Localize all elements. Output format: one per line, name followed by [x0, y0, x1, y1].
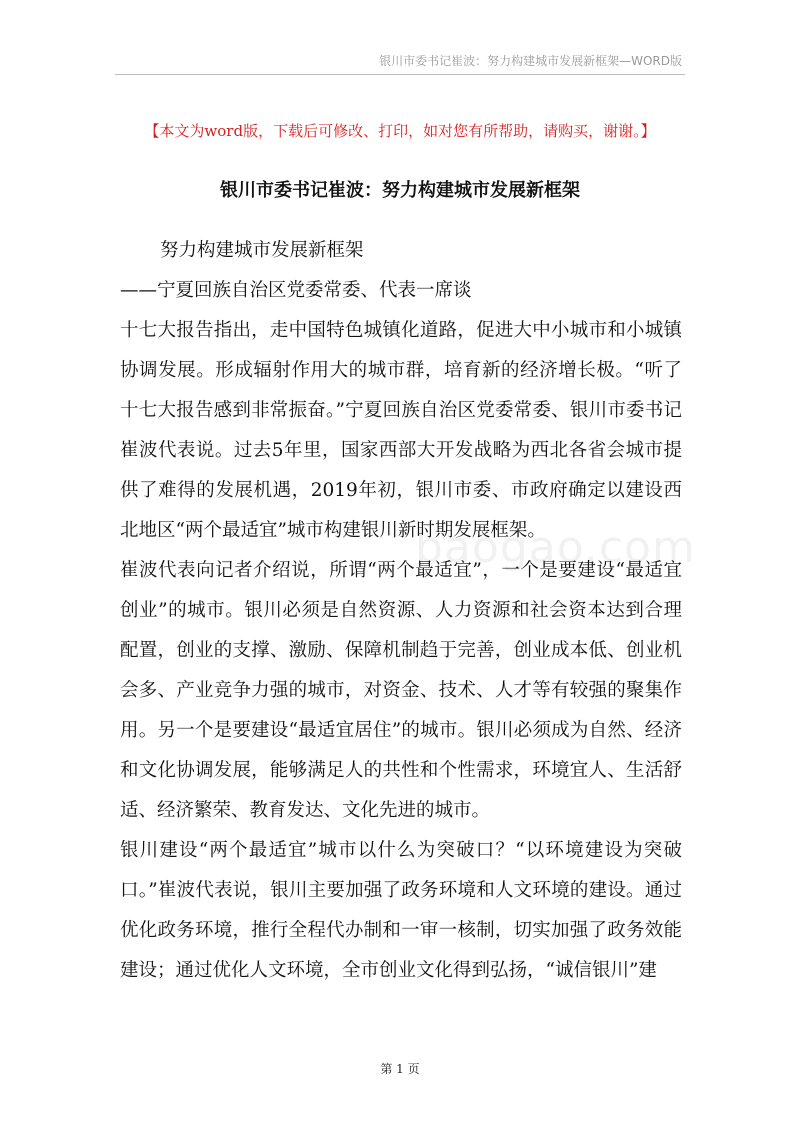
article-body [120, 231, 682, 991]
paragraph: 十七大报告指出，走中国特色城镇化道路，促进大中小城市和小城镇协调发展。形成辐射作用大的城市群，培育新的经济增长极。“听了十七大报告感到非常振奋。”宁夏回族自治区党委常委、银川市委书记崔波代表说。过去5年里，国家西部大开发战略为西北各省会城市提供了难得的发展机遇，2019年初，银川市委、市政府确定以建设西北地区“两个最适宜”城市构建银川新时期发展框架。 [120, 320, 682, 541]
page-number: 第 1 页 [380, 1062, 420, 1076]
download-notice: 【本文为word版，下载后可修改、打印，如对您有所帮助，请购买，谢谢。】 [144, 122, 656, 140]
document-title: 银川市委书记崔波：努力构建城市发展新框架 [220, 180, 580, 201]
header-divider [115, 74, 685, 75]
article-subtitle: 努力构建城市发展新框架 [160, 240, 364, 261]
paragraph: 崔波代表向记者介绍说，所谓“两个最适宜”，一个是要建设“最适宜创业”的城市。银川必须是自然资源、人力资源和社会资本达到合理配置，创业的支撑、激励、保障机制趋于完善，创业成本低、创业机会多、产业竞争力强的城市，对资金、技术、人才等有较强的聚集作用。另一个是要建设“最适宜居住”的城市。银川必须成为自然、经济和文化协调发展，能够满足人的共性和个性需求，环境宜人、生活舒适、经济繁荣、教育发达、文化先进的城市。 [120, 560, 682, 821]
article-byline: ——宁夏回族自治区党委常委、代表一席谈 [120, 280, 472, 301]
watermark: baogao.com [415, 522, 696, 573]
running-header: 银川市委书记崔波：努力构建城市发展新框架—WORD版 [379, 54, 682, 68]
paragraph: 银川建设“两个最适宜”城市以什么为突破口？“以环境建设为突破口。”崔波代表说，银川主要加强了政务环境和人文环境的建设。通过优化政务环境，推行全程代办制和一审一核制，切实加强了政务效能建设；通过优化人文环境，全市创业文化得到弘扬，“诚信银川”建 [120, 840, 682, 981]
